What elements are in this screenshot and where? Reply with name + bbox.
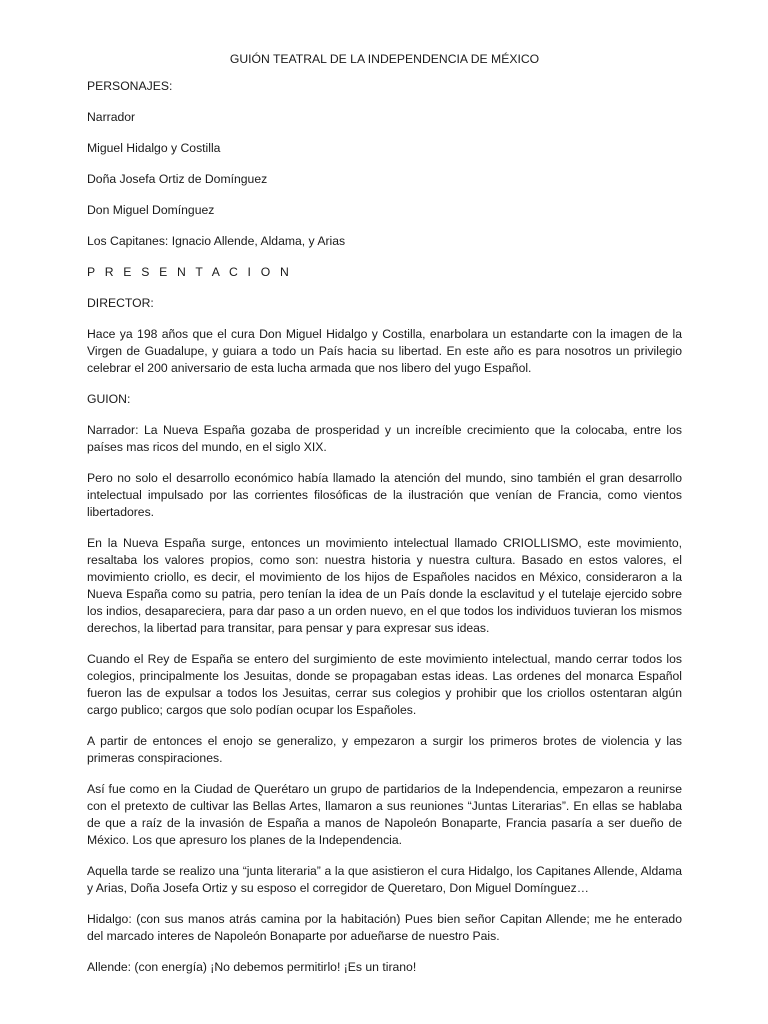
character-hidalgo: Miguel Hidalgo y Costilla [87,141,221,155]
script-paragraph: En la Nueva España surge, entonces un movimiento intelectual llamado CRIOLLISMO, este movimiento, resaltaba los valores propios, como son: nuestra historia y nuestra cultura. Basado en estos valores, el movimiento criollo, es decir, el movimiento de los hijos de Españoles nacidos en México, consideraron a la Nueva España como su patria, pero tenían la idea de un País donde la esclavitud y el tutelaje ejercido sobre los indios, desapareciera, para dar paso a un orden nuevo, en el que todos los individuos tuvieran los mismos derechos, la libertad para transitar, para pensar y para expresar sus ideas. [87,536,682,635]
director-heading: DIRECTOR: [87,296,154,310]
script-paragraph: Allende: (con energía) ¡No debemos permitirlo! ¡Es un tirano! [87,960,417,974]
character-narrador: Narrador [87,110,136,124]
script-paragraph: Narrador: La Nueva España gozaba de prosperidad y un increíble crecimiento que la colocaba, entre los países mas ricos del mundo, en el siglo XIX. [87,423,682,454]
document-content [87,51,682,990]
script-paragraph: Hidalgo: (con sus manos atrás camina por la habitación) Pues bien señor Capitan Allende; me he enterado del marcado interes de Napoleón Bonaparte por adueñarse de nuestro Pais. [87,912,682,943]
script-paragraph: A partir de entonces el enojo se generalizo, y empezaron a surgir los primeros brotes de violencia y las primeras conspiraciones. [87,734,682,765]
director-paragraph: Hace ya 198 años que el cura Don Miguel Hidalgo y Costilla, enarbolara un estandarte con la imagen de la Virgen de Guadalupe, y guiara a todo un País hacia su libertad. En este año es para nosotros un privilegio celebrar el 200 aniversario de esta lucha armada que nos libero del yugo Español. [87,327,682,375]
script-paragraph: Pero no solo el desarrollo económico había llamado la atención del mundo, sino también el gran desarrollo intelectual impulsado por las corrientes filosóficas de la ilustración que venían de Francia, como vientos libertadores. [87,471,682,519]
personajes-heading: PERSONAJES: [87,79,173,93]
document-title: GUIÓN TEATRAL DE LA INDEPENDENCIA DE MÉXICO [229,52,540,66]
script-paragraph: Así fue como en la Ciudad de Querétaro un grupo de partidarios de la Independencia, empezaron a reunirse con el pretexto de cultivar las Bellas Artes, llamaron a sus reuniones “Juntas Literarias”. En ellas se hablaba de que a raíz de la invasión de España a manos de Napoleón Bonaparte, Francia pasaría a ser dueño de México. Los que apresuro los planes de la Independencia. [87,782,682,847]
script-paragraph: Aquella tarde se realizo una “junta literaria” a la que asistieron el cura Hidalgo, los Capitanes Allende, Aldama y Arias, Doña Josefa Ortiz y su esposo el corregidor de Queretaro, Don Miguel Domínguez… [87,864,682,895]
guion-heading: GUION: [87,392,131,406]
script-paragraph: Cuando el Rey de España se entero del surgimiento de este movimiento intelectual, mando cerrar todos los colegios, principalmente los Jesuitas, donde se propagaban estas ideas. Las ordenes del monarca Español fueron las de expulsar a todos los Jesuitas, cerrar sus colegios y prohibir que los criollos ostentaran algún cargo publico; cargos que solo podían ocupar los Españoles. [87,652,682,717]
character-josefa: Doña Josefa Ortiz de Domínguez [87,172,268,186]
presentacion-heading: P R E S E N T A C I O N [87,265,293,279]
character-capitanes: Los Capitanes: Ignacio Allende, Aldama, y Arias [87,234,346,248]
character-miguel-dominguez: Don Miguel Domínguez [87,203,215,217]
